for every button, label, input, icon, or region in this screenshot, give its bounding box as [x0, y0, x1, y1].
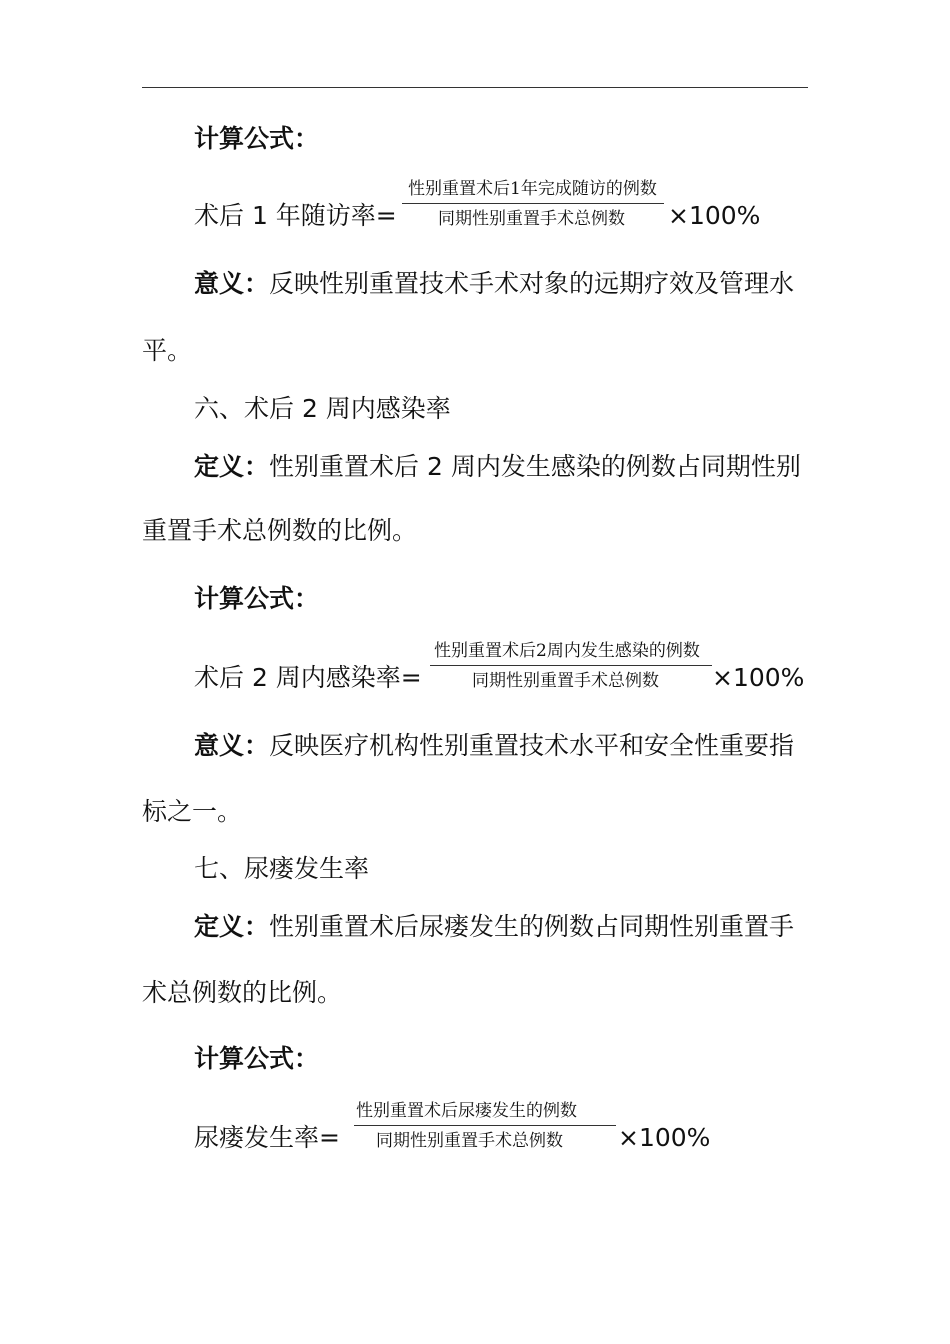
formula-numerator: 性别重置术后1年完成随访的例数 [408, 179, 657, 199]
meaning-label: 意义： [194, 731, 270, 760]
meaning-text: 反映性别重置技术手术对象的远期疗效及管理水 [269, 269, 795, 298]
formula-followup-rate [194, 178, 794, 242]
formula-multiplier: ×100% [668, 201, 761, 230]
formula-lhs: 尿瘘发生率= [194, 1123, 340, 1152]
formula-lhs: 术后 2 周内感染率= [194, 663, 422, 692]
formula-denominator: 同期性别重置手术总例数 [472, 671, 659, 691]
formula-denominator: 同期性别重置手术总例数 [376, 1131, 563, 1151]
fraction-bar [354, 1125, 616, 1126]
definition-label: 定义： [194, 912, 270, 941]
definition-text: 性别重置术后 2 周内发生感染的例数占同期性别 [269, 452, 801, 481]
formula-lhs: 术后 1 年随访率= [194, 201, 397, 230]
formula-multiplier: ×100% [618, 1123, 711, 1152]
formula-fistula-rate [194, 1100, 714, 1164]
fraction-bar [430, 665, 712, 666]
formula-label: 计算公式： [194, 1044, 320, 1073]
definition-continuation: 术总例数的比例。 [142, 978, 343, 1007]
formula-multiplier: ×100% [712, 663, 805, 692]
meaning-text: 反映医疗机构性别重置技术水平和安全性重要指 [269, 731, 795, 760]
formula-label: 计算公式： [194, 584, 320, 613]
formula-infection-rate [194, 640, 804, 704]
formula-denominator: 同期性别重置手术总例数 [438, 209, 625, 229]
definition-label: 定义： [194, 452, 270, 481]
definition-paragraph [194, 451, 801, 483]
meaning-paragraph [194, 268, 794, 300]
definition-paragraph [194, 911, 794, 943]
meaning-paragraph [194, 730, 794, 762]
formula-label: 计算公式： [194, 124, 320, 153]
formula-numerator: 性别重置术后尿瘘发生的例数 [356, 1101, 577, 1121]
meaning-continuation: 标之一。 [142, 797, 243, 826]
meaning-label: 意义： [194, 269, 270, 298]
formula-numerator: 性别重置术后2周内发生感染的例数 [434, 641, 700, 661]
definition-continuation: 重置手术总例数的比例。 [142, 516, 418, 545]
definition-text: 性别重置术后尿瘘发生的例数占同期性别重置手 [269, 912, 795, 941]
header-rule [142, 87, 808, 88]
section-heading: 七、尿瘘发生率 [194, 854, 370, 883]
section-heading: 六、术后 2 周内感染率 [194, 394, 451, 423]
fraction-bar [402, 203, 664, 204]
meaning-continuation: 平。 [142, 336, 193, 365]
